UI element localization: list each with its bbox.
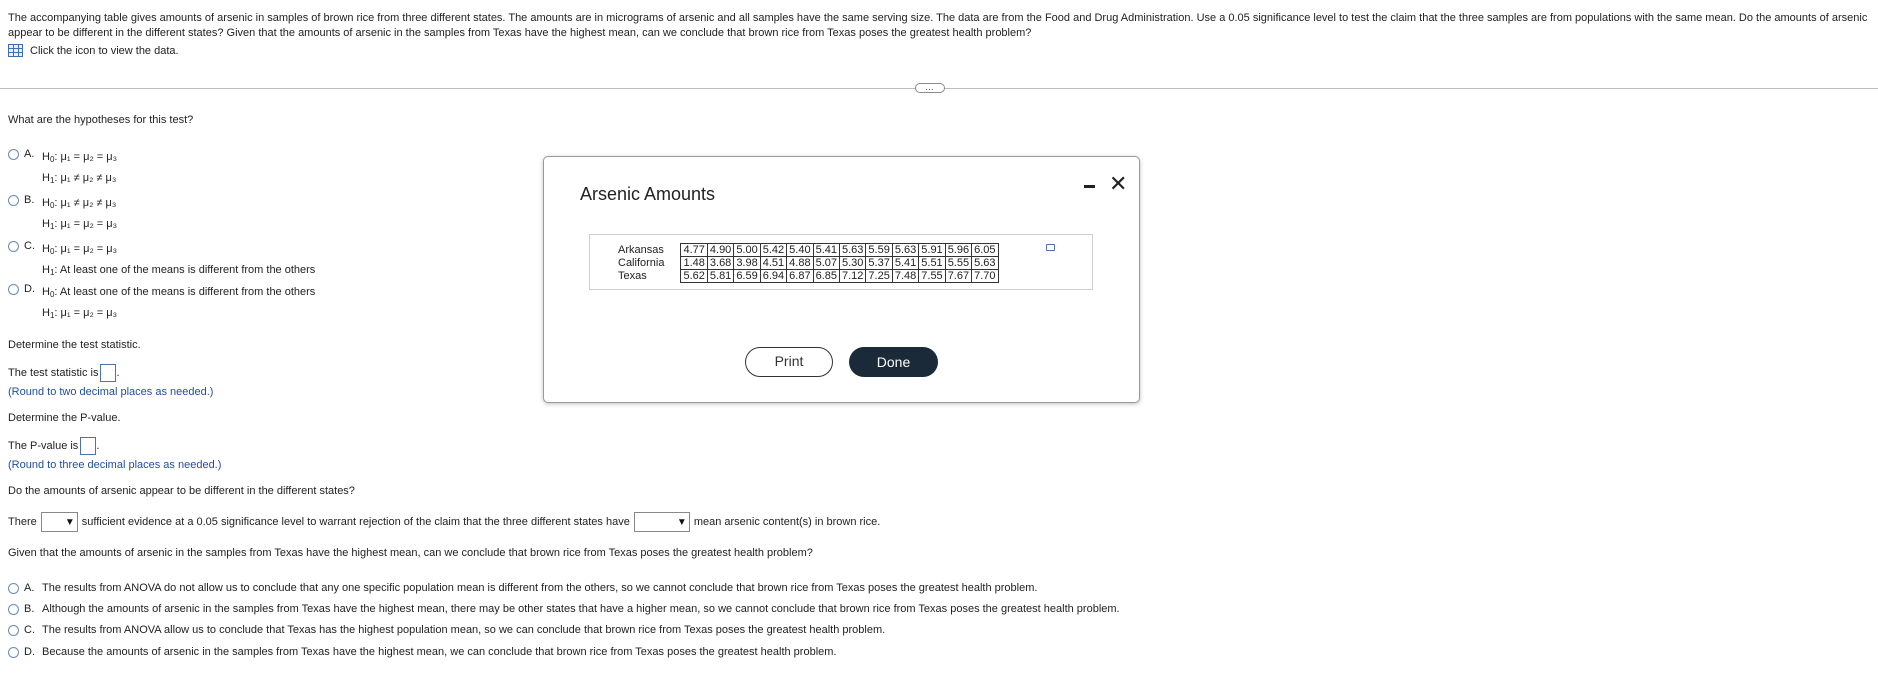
mean-dropdown[interactable] [634, 512, 690, 532]
arsenic-table [616, 243, 999, 283]
radio-button[interactable] [8, 625, 19, 636]
table-cell: 7.70 [972, 270, 998, 283]
table-cell: 5.55 [945, 257, 971, 270]
option-letter: D. [24, 283, 35, 295]
option-text: The results from ANOVA do not allow us to conclude that any one specific population mean is different from the others, so we cannot conclude that brown rice from Texas poses the greatest health problem. [42, 582, 1038, 594]
table-row [616, 270, 998, 283]
option-letter: B. [24, 603, 35, 615]
radio-button[interactable] [8, 284, 19, 295]
table-cell: 5.63 [892, 244, 918, 257]
table-cell: 4.51 [760, 257, 786, 270]
table-cell: 5.40 [787, 244, 813, 257]
option-letter: D. [24, 646, 35, 658]
table-cell: 7.25 [866, 270, 892, 283]
texas-option-c[interactable] [8, 624, 885, 636]
table-row [616, 244, 998, 257]
table-cell: 5.41 [892, 257, 918, 270]
expand-toggle-button[interactable]: … [915, 83, 945, 93]
copy-icon[interactable] [1046, 244, 1055, 251]
option-letter: C. [24, 624, 35, 636]
done-button[interactable]: Done [849, 347, 938, 377]
table-cell: 5.81 [707, 270, 733, 283]
texas-question: Given that the amounts of arsenic in the samples from Texas have the highest mean, can we conclude that brown rice from Texas poses the greatest health problem? [8, 547, 813, 559]
hypotheses-question: What are the hypotheses for this test? [8, 114, 194, 126]
conclusion-sentence: There ▼ sufficient evidence at a 0.05 significance level to warrant rejection of the claim that the three different states have ▼ mean arsenic content(s) in brown rice. [8, 512, 880, 532]
table-cell: 5.59 [866, 244, 892, 257]
table-cell: 5.00 [734, 244, 760, 257]
p-value-input[interactable] [80, 437, 96, 455]
table-cell: 5.37 [866, 257, 892, 270]
h1-statement: μ₁ = μ₂ = μ₃ [60, 307, 118, 319]
option-letter: A. [24, 582, 35, 594]
hypothesis-option-d[interactable]: D. $H_0$: At least one of the means is different from the others $H_1$: μ₁ = μ₂ = μ₃ [8, 283, 315, 325]
radio-button[interactable] [8, 195, 19, 206]
option-letter: A. [24, 148, 35, 160]
option-text: The results from ANOVA allow us to conclude that Texas has the highest population mean, so we can conclude that brown rice from Texas poses the greatest health problem. [42, 624, 886, 636]
table-cell: 5.51 [919, 257, 945, 270]
table-cell: 6.05 [972, 244, 998, 257]
chevron-down-icon: ▼ [676, 516, 687, 528]
table-cell: 4.90 [707, 244, 733, 257]
h0-statement: μ₁ = μ₂ = μ₃ [60, 243, 118, 255]
table-cell: 5.41 [813, 244, 839, 257]
table-cell: 3.68 [707, 257, 733, 270]
radio-button[interactable] [8, 149, 19, 160]
row-state-name: California [616, 257, 681, 270]
table-cell: 7.12 [840, 270, 866, 283]
table-cell: 7.48 [892, 270, 918, 283]
hypothesis-option-a[interactable]: A. $H_0$: μ₁ = μ₂ = μ₃ $H_1$: μ₁ ≠ μ₂ ≠ μ₃ [8, 148, 117, 190]
option-letter: C. [24, 240, 35, 252]
table-cell: 1.48 [681, 257, 707, 270]
table-row [616, 257, 998, 270]
view-data-label: Click the icon to view the data. [30, 44, 179, 57]
view-data-link[interactable] [8, 44, 179, 57]
table-cell: 6.59 [734, 270, 760, 283]
table-cell: 3.98 [734, 257, 760, 270]
row-state-name: Arkansas [616, 244, 681, 257]
h0-statement: At least one of the means is different from the others [59, 286, 316, 298]
table-cell: 5.96 [945, 244, 971, 257]
radio-button[interactable] [8, 647, 19, 658]
texas-option-b[interactable] [8, 603, 1120, 615]
table-cell: 5.62 [681, 270, 707, 283]
evidence-dropdown[interactable] [41, 512, 78, 532]
dialog-title: Arsenic Amounts [580, 184, 716, 204]
different-question: Do the amounts of arsenic appear to be different in the different states? [8, 485, 355, 497]
table-icon[interactable] [8, 44, 23, 57]
table-cell: 5.91 [919, 244, 945, 257]
table-cell: 6.94 [760, 270, 786, 283]
problem-statement: The accompanying table gives amounts of arsenic in samples of brown rice from three different states. The amounts are in micrograms of arsenic and all samples have the same serving size. The data are from the Food and Drug Administration. Use a 0.05 significance level to test the claim that the three samples are from populations with the same mean. Do the amounts of arsenic appear to be different in the different states? Given that the amounts of arsenic in the samples from Texas have the highest mean, can we conclude that brown rice from Texas poses the greatest health problem? [8, 12, 1868, 39]
row-state-name: Texas [616, 270, 681, 283]
table-cell: 5.63 [972, 257, 998, 270]
test-statistic-note: (Round to two decimal places as needed.) [8, 386, 214, 398]
h0-statement: μ₁ = μ₂ = μ₃ [60, 151, 118, 163]
data-dialog [543, 156, 1140, 403]
chevron-down-icon: ▼ [64, 516, 75, 528]
hypothesis-option-b[interactable]: B. $H_0$: μ₁ ≠ μ₂ ≠ μ₃ $H_1$: μ₁ = μ₂ = μ₃ [8, 194, 117, 236]
test-statistic-line: The test statistic is . [8, 364, 120, 382]
option-letter: B. [24, 194, 35, 206]
h1-statement: μ₁ = μ₂ = μ₃ [60, 218, 118, 230]
p-value-line: The P-value is . [8, 437, 99, 455]
table-cell: 6.85 [813, 270, 839, 283]
data-table-frame [589, 234, 1093, 290]
table-cell: 4.77 [681, 244, 707, 257]
p-value-prompt: Determine the P-value. [8, 412, 121, 424]
option-text: Although the amounts of arsenic in the samples from Texas have the highest mean, there may be other states that have a higher mean, so we cannot conclude that brown rice from Texas poses the greatest health problem. [42, 603, 1120, 615]
radio-button[interactable] [8, 241, 19, 252]
texas-option-d[interactable] [8, 646, 836, 658]
h1-statement: At least one of the means is different from the others [59, 264, 316, 276]
table-cell: 7.55 [919, 270, 945, 283]
texas-option-a[interactable] [8, 582, 1037, 594]
test-statistic-prompt: Determine the test statistic. [8, 339, 141, 351]
p-value-note: (Round to three decimal places as needed.) [8, 459, 222, 471]
hypothesis-option-c[interactable]: C. $H_0$: μ₁ = μ₂ = μ₃ $H_1$: At least one of the means is different from the others [8, 240, 315, 282]
table-cell: 6.87 [787, 270, 813, 283]
table-cell: 4.88 [787, 257, 813, 270]
table-cell: 7.67 [945, 270, 971, 283]
test-statistic-input[interactable] [100, 364, 116, 382]
table-cell: 5.30 [840, 257, 866, 270]
print-button[interactable]: Print [745, 347, 833, 377]
table-cell: 5.42 [760, 244, 786, 257]
close-icon[interactable]: ✕ [1109, 171, 1128, 196]
radio-button[interactable] [8, 583, 19, 594]
table-cell: 5.07 [813, 257, 839, 270]
minimize-icon[interactable] [1084, 179, 1096, 191]
radio-button[interactable] [8, 604, 19, 615]
option-text: Because the amounts of arsenic in the samples from Texas have the highest mean, we can conclude that brown rice from Texas poses the greatest health problem. [42, 646, 837, 658]
table-cell: 5.63 [840, 244, 866, 257]
h1-statement: μ₁ ≠ μ₂ ≠ μ₃ [60, 172, 117, 184]
h0-statement: μ₁ ≠ μ₂ ≠ μ₃ [60, 197, 117, 209]
